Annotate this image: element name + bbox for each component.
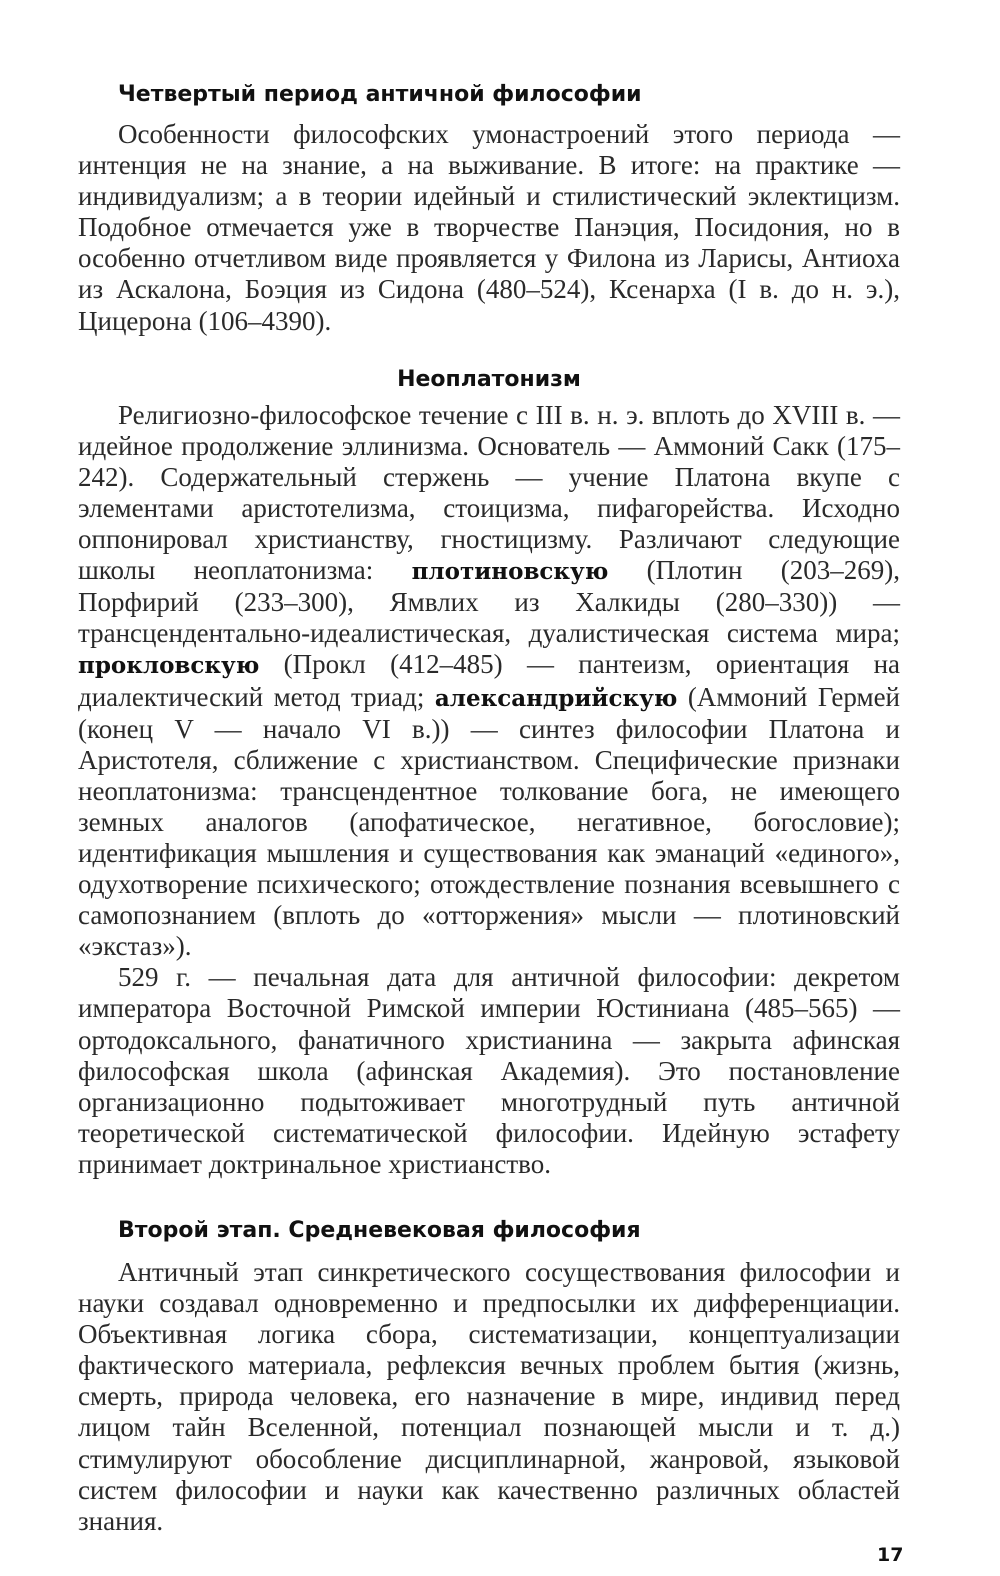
- term-alexandrian-school: александрийскую: [434, 684, 678, 712]
- text-segment: (Плотин (203–269), Порфирий (233–300), Ямвлих из Халкиды (280–330)) — трансцендентально-идеалистическая, дуалистическая система мира;: [78, 555, 900, 649]
- paragraph-neoplatonism-1: [78, 400, 900, 963]
- heading-neoplatonism: Неоплатонизм: [397, 366, 581, 392]
- section-medieval-body: [78, 1257, 900, 1537]
- heading-fourth-period: Четвертый период античной философии: [118, 82, 642, 107]
- page-number: 17: [877, 1544, 904, 1566]
- text-segment: Религиозно-философское течение с III в. н. э. вплоть до XVIII в. — идейное продолжение эллинизма. Основатель — Аммоний Сакк (175–242). Содержательный стержень — учение Платона вкупе с элементами аристотелизма, стоицизма, пифагорейства. Исходно оппонировал христианству, гностицизму. Различают следующие школы неоплатонизма:: [78, 399, 900, 586]
- text-segment: (Прокл (412–485) — пантеизм, ориентация на диалектический метод триад;: [78, 649, 900, 712]
- paragraph-fourth-period: Особенности философских умонастроений этого периода — интенция не на знание, а на выживание. В итоге: на практике — индивидуализм; а в теории идейный и стилистический эклектицизм. Подобное отмечается уже в творчестве Панэция, Посидония, но в особенно отчетливом виде проявляется у Филона из Ларисы, Антиоха из Аскалона, Боэция из Сидона (480–524), Ксенарха (I в. до н. э.), Цицерона (106–4390).: [78, 119, 900, 336]
- term-proclus-school: прокловскую: [78, 652, 260, 680]
- section-neoplatonism-body: [78, 400, 900, 1180]
- section-fourth-period-body: [78, 119, 900, 337]
- term-plotinus-school: плотиновскую: [411, 558, 609, 586]
- paragraph-neoplatonism-2: 529 г. — печальная дата для античной философии: декретом императора Восточной Римской империи Юстиниана (485–565) — ортодоксального, фанатичного христианина — закрыта афинская философская школа (афинская Академия). Это постановление организационно подытоживает многотрудный путь античной теоретической систематической философии. Идейную эстафету принимает доктринальное христианство.: [78, 962, 900, 1179]
- paragraph-medieval: Античный этап синкретического сосуществования философии и науки создавал одновременно и предпосылки их дифференциации. Объективная логика сбора, систематизации, концептуализации фактического материала, рефлексия вечных проблем бытия (жизнь, смерть, природа человека, его назначение в мире, индивид перед лицом тайн Вселенной, потенциал познающей мысли и т. д.) стимулируют обособление дисциплинарной, жанровой, языковой систем философии и науки как качественно различных областей знания.: [78, 1257, 900, 1536]
- heading-medieval-philosophy: Второй этап. Средневековая философия: [118, 1218, 641, 1243]
- text-segment: (Аммоний Гермей (конец V — начало VI в.)) — синтез философии Платона и Аристотеля, сближение с христианством. Специфические признаки неоплатонизма: трансцендентное толкование бога, не имеющего земных аналогов (апофатическое, негативное, богословие); идентификация мышления и существования как эманаций «единого», одухотворение психического; отождествление познания всевышнего с самопознанием (вплоть до «отторжения» мысли — плотиновский «экстаз»).: [78, 681, 901, 962]
- book-page: [78, 74, 900, 1537]
